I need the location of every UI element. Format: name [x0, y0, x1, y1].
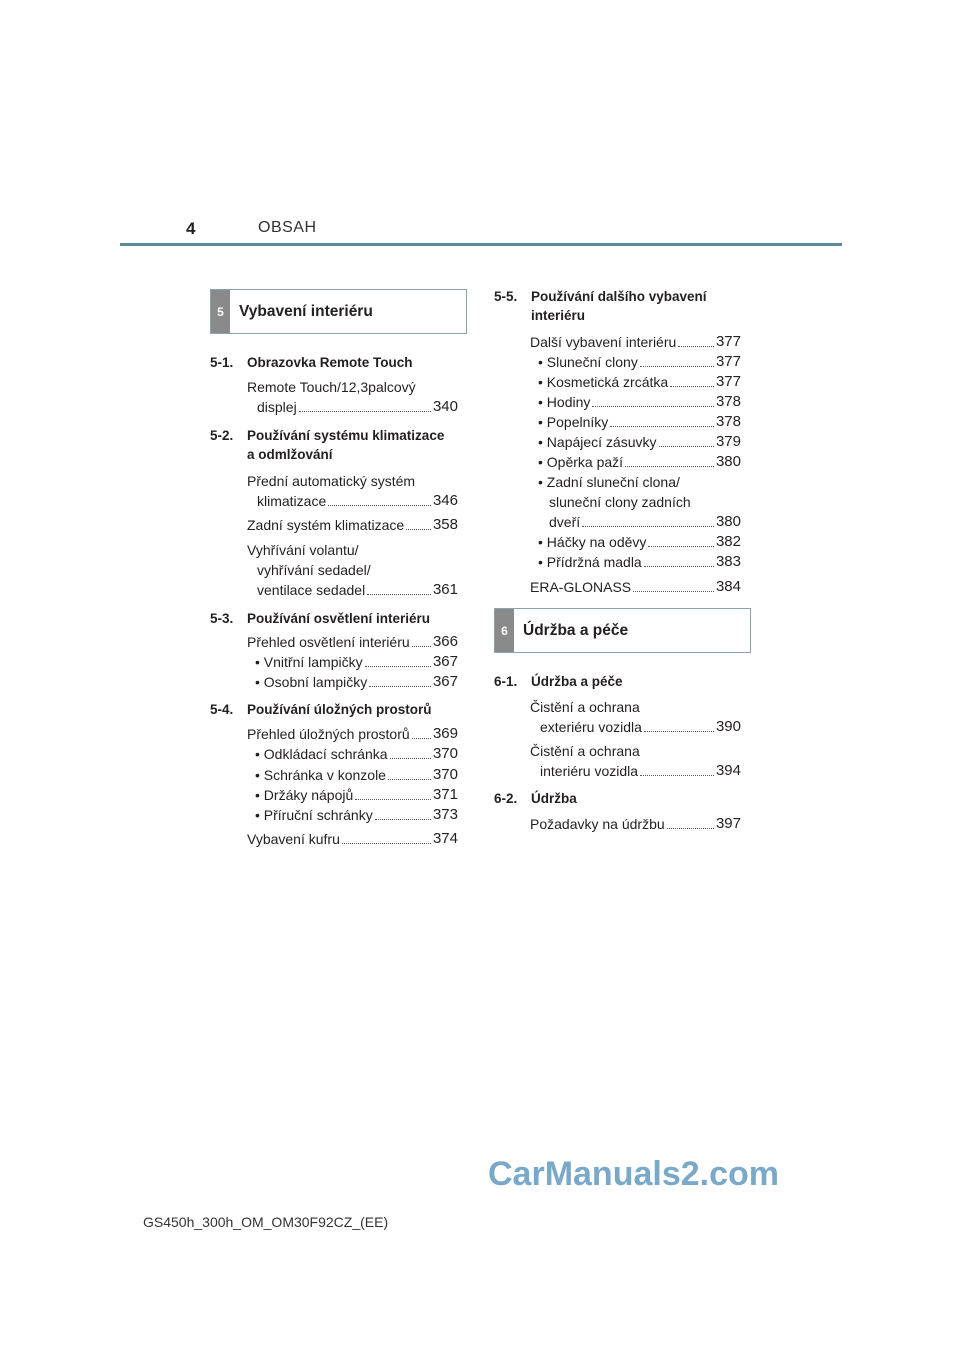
leader-dots	[667, 828, 714, 829]
entry-page: 370	[432, 766, 458, 783]
leader-dots	[342, 843, 431, 844]
toc-entry[interactable]	[538, 552, 741, 572]
chapter-number: 6-2.	[494, 791, 518, 806]
entry-text: interiéru vozidla	[540, 763, 639, 779]
toc-entry[interactable]	[247, 540, 458, 600]
toc-entry[interactable]	[538, 352, 741, 372]
entry-page: 370	[432, 745, 458, 762]
leader-dots	[610, 426, 714, 427]
toc-entry[interactable]	[247, 632, 458, 652]
chapter-number: 6-1.	[494, 674, 518, 689]
section-6-box	[494, 608, 751, 653]
toc-entry[interactable]	[538, 472, 741, 532]
chapter-title: Údržba	[531, 791, 577, 806]
toc-entry[interactable]	[538, 532, 741, 552]
leader-dots	[625, 466, 714, 467]
document-code: GS450h_300h_OM_OM30F92CZ_(EE)	[143, 1214, 389, 1230]
leader-dots	[592, 406, 714, 407]
entry-text: dveří	[549, 514, 581, 530]
chapter-number: 5-1.	[210, 355, 234, 370]
toc-entry[interactable]	[255, 765, 458, 785]
entry-page: 346	[432, 492, 458, 509]
entry-line: Vyhřívání volantu/	[247, 542, 359, 558]
entry-text: Přehled úložných prostorů	[247, 726, 410, 742]
toc-entry[interactable]	[247, 471, 458, 511]
leader-dots	[369, 686, 431, 687]
section-number: 6	[495, 609, 514, 652]
header-divider	[120, 243, 842, 246]
toc-entry[interactable]	[247, 515, 458, 535]
toc-entry[interactable]	[255, 744, 458, 764]
section-5-box	[210, 289, 467, 334]
toc-entry[interactable]	[538, 412, 741, 432]
entry-page: 378	[715, 393, 741, 410]
leader-dots	[390, 758, 431, 759]
chapter-title: Používání systému klimatizace a odmlžování	[247, 428, 445, 462]
entry-text: Požadavky na údržbu	[530, 816, 665, 832]
entry-text: Zadní systém klimatizace	[247, 517, 405, 533]
entry-line: Přední automatický systém	[247, 473, 416, 489]
entry-page: 384	[715, 578, 741, 595]
leader-dots	[644, 566, 714, 567]
entry-page: 361	[432, 581, 458, 598]
toc-entry[interactable]	[538, 432, 741, 452]
entry-text: • Držáky nápojů	[255, 787, 354, 803]
entry-line: Remote Touch/12,3palcový	[247, 379, 416, 395]
leader-dots	[406, 529, 431, 530]
entry-page: 358	[432, 516, 458, 533]
toc-entry[interactable]	[255, 805, 458, 825]
leader-dots	[412, 738, 431, 739]
entry-page: 390	[715, 718, 741, 735]
leader-dots	[633, 591, 714, 592]
entry-page: 380	[715, 453, 741, 470]
leader-dots	[644, 731, 714, 732]
entry-page: 373	[432, 806, 458, 823]
entry-text: Další vybavení interiéru	[530, 334, 677, 350]
toc-entry[interactable]	[530, 814, 741, 834]
entry-page: 397	[715, 815, 741, 832]
entry-page: 367	[432, 673, 458, 690]
toc-entry[interactable]	[255, 672, 458, 692]
chapter-title: Používání dalšího vybavení interiéru	[531, 289, 707, 323]
leader-dots	[582, 526, 714, 527]
entry-page: 367	[432, 653, 458, 670]
section-title: Údržba a péče	[523, 621, 629, 639]
entry-text: displej	[257, 399, 297, 415]
entry-page: 366	[432, 633, 458, 650]
leader-dots	[670, 386, 714, 387]
entry-page: 374	[432, 830, 458, 847]
chapter-title: Používání úložných prostorů	[247, 702, 432, 717]
chapter-number: 5-3.	[210, 611, 234, 626]
entry-text: ventilace sedadel	[257, 582, 366, 598]
toc-entry[interactable]	[530, 577, 741, 597]
entry-text: • Napájecí zásuvky	[538, 434, 657, 450]
chapter-title: Obrazovka Remote Touch	[247, 355, 413, 370]
entry-text: klimatizace	[257, 493, 327, 509]
leader-dots	[388, 779, 431, 780]
entry-page: 394	[715, 762, 741, 779]
entry-text: exteriéru vozidla	[540, 719, 642, 735]
section-number: 5	[211, 290, 230, 333]
entry-page: 382	[715, 533, 741, 550]
toc-entry[interactable]	[538, 372, 741, 392]
page-title: OBSAH	[258, 219, 317, 236]
entry-page: 378	[715, 413, 741, 430]
entry-page: 371	[432, 786, 458, 803]
entry-text: • Opěrka paží	[538, 454, 624, 470]
toc-entry[interactable]	[255, 652, 458, 672]
entry-line: • Zadní sluneční clona/	[538, 474, 680, 490]
entry-text: • Přídržná madla	[538, 554, 642, 570]
leader-dots	[367, 594, 431, 595]
entry-text: • Příruční schránky	[255, 807, 373, 823]
entry-page: 383	[715, 553, 741, 570]
entry-line: Čistění a ochrana	[530, 699, 640, 715]
entry-text: • Háčky na oděvy	[538, 534, 647, 550]
leader-dots	[365, 666, 431, 667]
entry-text: • Vnitřní lampičky	[255, 654, 363, 670]
entry-page: 377	[715, 373, 741, 390]
entry-text: • Odkládací schránka	[255, 746, 388, 762]
entry-page: 377	[715, 333, 741, 350]
entry-line: vyhřívání sedadel/	[257, 562, 371, 578]
leader-dots	[648, 546, 714, 547]
entry-page: 377	[715, 353, 741, 370]
toc-entry[interactable]	[255, 785, 458, 805]
entry-text: Přehled osvětlení interiéru	[247, 634, 410, 650]
watermark-logo: CarManuals2.com	[488, 1155, 779, 1193]
chapter-title: Údržba a péče	[531, 674, 623, 689]
chapter-number: 5-2.	[210, 428, 234, 443]
entry-text: Vybavení kufru	[247, 831, 340, 847]
toc-entry[interactable]	[247, 724, 458, 744]
toc-entry[interactable]	[530, 741, 741, 781]
toc-entry[interactable]	[538, 452, 741, 472]
entry-page: 369	[432, 725, 458, 742]
toc-entry[interactable]	[247, 377, 458, 417]
entry-text: • Schránka v konzole	[255, 767, 386, 783]
entry-text: ERA-GLONASS	[530, 579, 632, 595]
chapter-number: 5-5.	[494, 289, 518, 304]
entry-text: • Osobní lampičky	[255, 674, 368, 690]
leader-dots	[640, 366, 714, 367]
entry-page: 340	[432, 398, 458, 415]
leader-dots	[659, 446, 714, 447]
chapter-number: 5-4.	[210, 702, 234, 717]
leader-dots	[299, 411, 431, 412]
entry-page: 380	[715, 513, 741, 530]
leader-dots	[412, 646, 431, 647]
toc-entry[interactable]	[530, 332, 741, 352]
entry-text: • Popelníky	[538, 414, 609, 430]
entry-text: • Hodiny	[538, 394, 591, 410]
leader-dots	[355, 799, 431, 800]
entry-line: sluneční clony zadních	[549, 494, 691, 510]
chapter-title: Používání osvětlení interiéru	[247, 611, 431, 626]
leader-dots	[375, 819, 431, 820]
entry-text: • Sluneční clony	[538, 354, 638, 370]
section-title: Vybavení interiéru	[239, 302, 373, 320]
toc-entry[interactable]	[530, 697, 741, 737]
leader-dots	[328, 505, 431, 506]
entry-text: • Kosmetická zrcátka	[538, 374, 669, 390]
page-number: 4	[186, 219, 196, 238]
toc-entry[interactable]	[538, 392, 741, 412]
entry-line: Čistění a ochrana	[530, 743, 640, 759]
leader-dots	[678, 346, 714, 347]
leader-dots	[640, 775, 714, 776]
toc-entry[interactable]	[247, 829, 458, 849]
entry-page: 379	[715, 433, 741, 450]
